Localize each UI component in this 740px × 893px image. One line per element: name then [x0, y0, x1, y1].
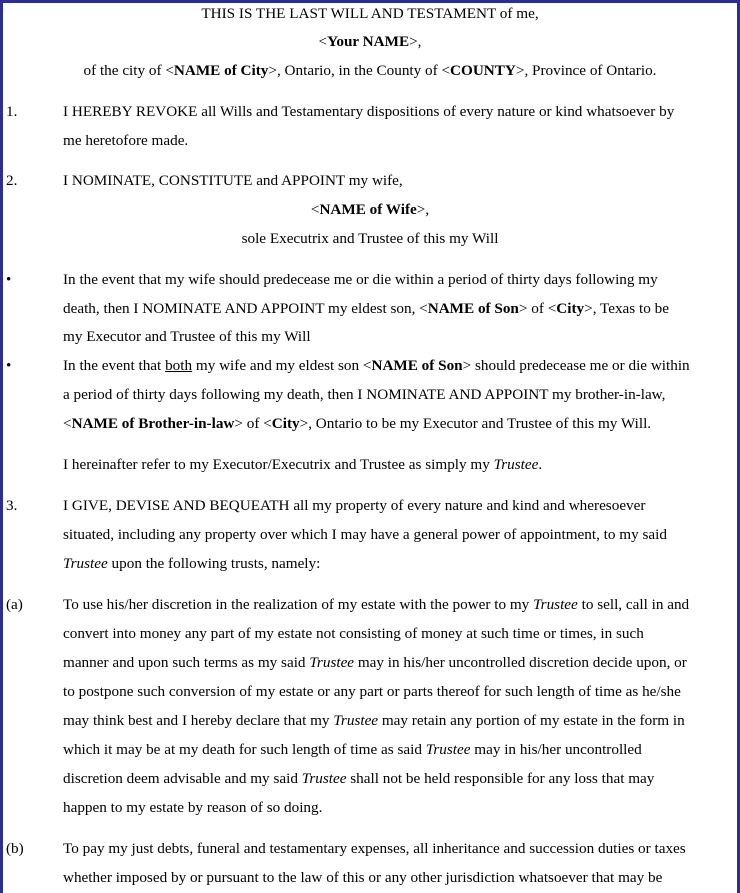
son-name-placeholder: NAME of Son [427, 300, 519, 317]
bullet-2-symbol: • [6, 357, 12, 374]
clause-a-line-5 [63, 711, 685, 731]
clause-3-line-2: situated, including any property over which I may have a general power of appointment, to my said [63, 526, 667, 543]
text-segment: may in his/her uncontrolled discretion decide upon, or [354, 654, 687, 671]
trustee-definition [63, 455, 542, 475]
clause-3-text: upon the following trusts, namely: [107, 555, 321, 572]
bullet-2-line-1 [63, 356, 690, 376]
wife-name-line [0, 200, 740, 220]
trustee-term: Trustee [333, 712, 379, 729]
text-segment: to sell, call in and [577, 596, 690, 613]
clause-a-line-2: convert into money any part of my estate not consisting of money at such time or times, in such [63, 625, 644, 642]
title-text: THIS IS THE LAST WILL AND TESTAMENT of me, [201, 5, 539, 22]
text-segment: discretion deem advisable and my said [63, 770, 302, 787]
bracket-close: >, [409, 33, 422, 50]
clause-a-line-1 [63, 595, 689, 615]
clause-a-line-8: happen to my estate by reason of so doing. [63, 799, 323, 816]
bracket-open: < [318, 33, 328, 50]
residence-text-a: of the city of < [83, 62, 174, 79]
both-underlined: both [165, 357, 193, 374]
bullet-2-text-d: > of < [234, 415, 272, 432]
residence-line [0, 61, 740, 81]
text-segment: manner and upon such terms as my said [63, 654, 310, 671]
trustee-term: Trustee [493, 456, 539, 473]
clause-a-label: (a) [6, 596, 23, 613]
clause-2-line-3: sole Executrix and Trustee of this my Will [241, 230, 499, 247]
clause-2-line-1: I NOMINATE, CONSTITUTE and APPOINT my wife, [63, 172, 403, 189]
clause-a-line-7 [63, 769, 654, 789]
clause-a-line-4: to postpone such conversion of my estate or any part or parts thereof for such length of time as he/she [63, 683, 681, 700]
text-segment: may retain any portion of my estate in the form in [378, 712, 685, 729]
bullet-1-line-2 [63, 299, 669, 319]
clause-1-line-1: I HEREBY REVOKE all Wills and Testamentary dispositions of every nature or kind whatsoever by [63, 103, 675, 120]
refer-end: . [538, 456, 543, 473]
clause-2-number: 2. [6, 172, 18, 189]
bullet-2-text-b: my wife and my eldest son < [192, 357, 372, 374]
will-title [0, 4, 740, 24]
refer-text: I hereinafter refer to my Executor/Executrix and Trustee as simply my [63, 456, 494, 473]
son-city-placeholder: City [556, 300, 585, 317]
son-name-placeholder: NAME of Son [371, 357, 463, 374]
clause-3-number: 3. [6, 497, 18, 514]
residence-text-c: >, Province of Ontario. [515, 62, 657, 79]
city-placeholder: NAME of City [173, 62, 269, 79]
clause-a-line-6 [63, 740, 642, 760]
bullet-2-text-e: >, Ontario to be my Executor and Trustee of this my Will. [299, 415, 652, 432]
text-segment: To use his/her discretion in the realization of my estate with the power to my [63, 596, 534, 613]
bullet-1-symbol: • [6, 271, 12, 288]
bullet-2-text-c: > should predecease me or die within [462, 357, 690, 374]
clause-3-line-1: I GIVE, DEVISE AND BEQUEATH all my property of every nature and kind and wheresoever [63, 497, 646, 514]
clause-b-line-1: To pay my just debts, funeral and testamentary expenses, all inheritance and succession duties or taxes [63, 840, 686, 857]
trustee-term: Trustee [425, 741, 471, 758]
wife-name-placeholder: NAME of Wife [319, 201, 417, 218]
bullet-2-line-3 [63, 414, 651, 434]
text-segment: may think best and I hereby declare that my [63, 712, 334, 729]
trustee-term: Trustee [309, 654, 355, 671]
bracket-close: >, [416, 201, 430, 218]
residence-text-b: >, Ontario, in the County of < [268, 62, 451, 79]
testator-name-placeholder: Your NAME [327, 33, 410, 50]
bullet-1-line-1: In the event that my wife should predecease me or die within a period of thirty days following my [63, 271, 658, 288]
clause-a-line-3 [63, 653, 687, 673]
testator-name-line [0, 32, 740, 52]
bracket-open: < [63, 415, 72, 432]
bullet-1-line-3: my Executor and Trustee of this my Will [63, 328, 311, 345]
brother-in-law-city-placeholder: City [271, 415, 300, 432]
brother-in-law-placeholder: NAME of Brother-in-law [71, 415, 235, 432]
clause-b-line-2: whether imposed by or pursuant to the law of this or any other jurisdiction whatsoever that may be [63, 869, 663, 886]
trustee-term: Trustee [63, 555, 108, 572]
county-placeholder: COUNTY [450, 62, 516, 79]
text-segment: which it may be at my death for such length of time as said [63, 741, 426, 758]
bullet-1-text-b: > of < [518, 300, 557, 317]
clause-1-line-2: me heretofore made. [63, 132, 189, 149]
bullet-2-line-2: a period of thirty days following my death, then I NOMINATE AND APPOINT my brother-in-law, [63, 386, 666, 403]
clause-1-number: 1. [6, 103, 18, 120]
trustee-term: Trustee [301, 770, 347, 787]
bullet-1-text-c: >, Texas to be [584, 300, 669, 317]
text-segment: shall not be held responsible for any loss that may [346, 770, 655, 787]
bracket-open: < [310, 201, 320, 218]
clause-3-line-3 [63, 554, 320, 574]
bullet-1-text-a: death, then I NOMINATE AND APPOINT my eldest son, < [63, 300, 428, 317]
text-segment: may in his/her uncontrolled [470, 741, 642, 758]
bullet-2-text-a: In the event that [63, 357, 166, 374]
trustee-term: Trustee [533, 596, 578, 613]
clause-b-label: (b) [6, 840, 24, 857]
